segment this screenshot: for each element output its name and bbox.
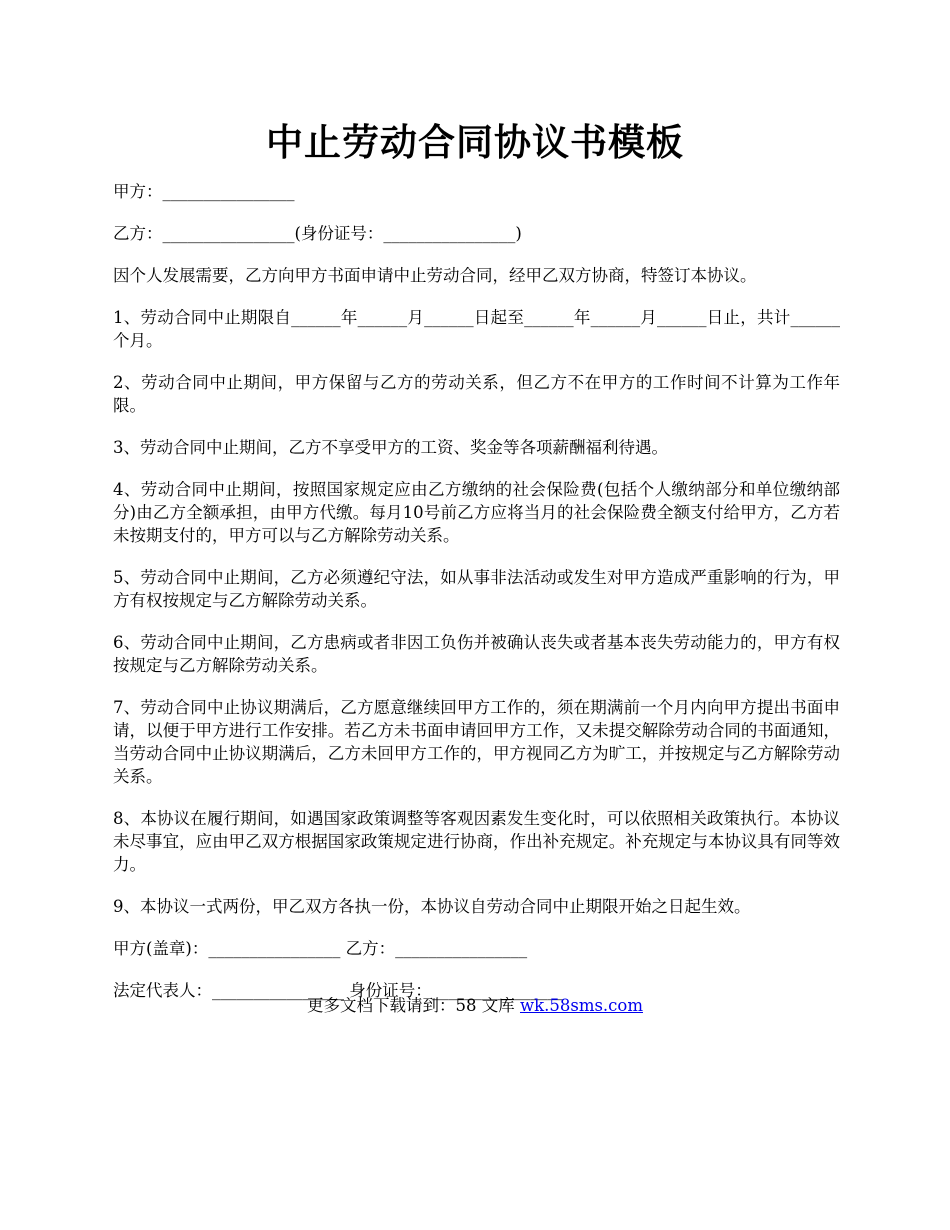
clause-8: 8、本协议在履行期间，如遇国家政策调整等客观因素发生变化时，可以依照相关政策执行。本协议未尽事宜，应由甲乙双方根据国家政策规定进行协商，作出补充规定。补充规定与本协议具有同等效力。 xyxy=(113,809,840,874)
clause-4: 4、劳动合同中止期间，按照国家规定应由乙方缴纳的社会保险费(包括个人缴纳部分和单位缴纳部分)由乙方全额承担，由甲方代缴。每月10号前乙方应将当月的社会保险费全额支付给甲方，乙方若未按期支付的，甲方可以与乙方解除劳动关系。 xyxy=(113,480,840,545)
clause-6: 6、劳动合同中止期间，乙方患病或者非因工负伤并被确认丧失或者基本丧失劳动能力的，甲方有权按规定与乙方解除劳动关系。 xyxy=(113,633,840,675)
party-b-line: 乙方：________________(身份证号：________________) xyxy=(113,224,522,243)
clause-3: 3、劳动合同中止期间，乙方不享受甲方的工资、奖金等各项薪酬福利待遇。 xyxy=(113,438,668,457)
clause-1: 1、劳动合同中止期限自______年______月______日起至______年______月______日止，共计______个月。 xyxy=(113,308,840,350)
clause-7: 7、劳动合同中止协议期满后，乙方愿意继续回甲方工作的，须在期满前一个月内向甲方提出书面申请，以便于甲方进行工作安排。若乙方未书面申请回甲方工作，又未提交解除劳动合同的书面通知，当劳动合同中止协议期满后，乙方未回甲方工作的，甲方视同乙方为旷工，并按规定与乙方解除劳动关系。 xyxy=(113,698,840,786)
signature-representative-line: 法定代表人：________________ 身份证号：________________ xyxy=(113,981,564,1000)
footer-text: 更多文档下载请到：58 文库 xyxy=(306,996,520,1015)
footer xyxy=(0,994,950,1017)
document-body xyxy=(113,180,840,1021)
footer-link[interactable]: wk.58sms.com xyxy=(519,996,643,1015)
intro-paragraph: 因个人发展需要，乙方向甲方书面申请中止劳动合同，经甲乙双方协商，特签订本协议。 xyxy=(113,266,757,285)
party-a-line: 甲方：________________ xyxy=(113,182,295,201)
document-title: 中止劳动合同协议书模板 xyxy=(266,120,684,164)
clause-9: 9、本协议一式两份，甲乙双方各执一份，本协议自劳动合同中止期限开始之日起生效。 xyxy=(113,897,751,916)
clause-5: 5、劳动合同中止期间，乙方必须遵纪守法，如从事非法活动或发生对甲方造成严重影响的行为，甲方有权按规定与乙方解除劳动关系。 xyxy=(113,568,840,610)
signature-parties-line: 甲方(盖章)：________________ 乙方：________________ xyxy=(113,939,528,958)
clause-2: 2、劳动合同中止期间，甲方保留与乙方的劳动关系，但乙方不在甲方的工作时间不计算为工作年限。 xyxy=(113,373,840,415)
